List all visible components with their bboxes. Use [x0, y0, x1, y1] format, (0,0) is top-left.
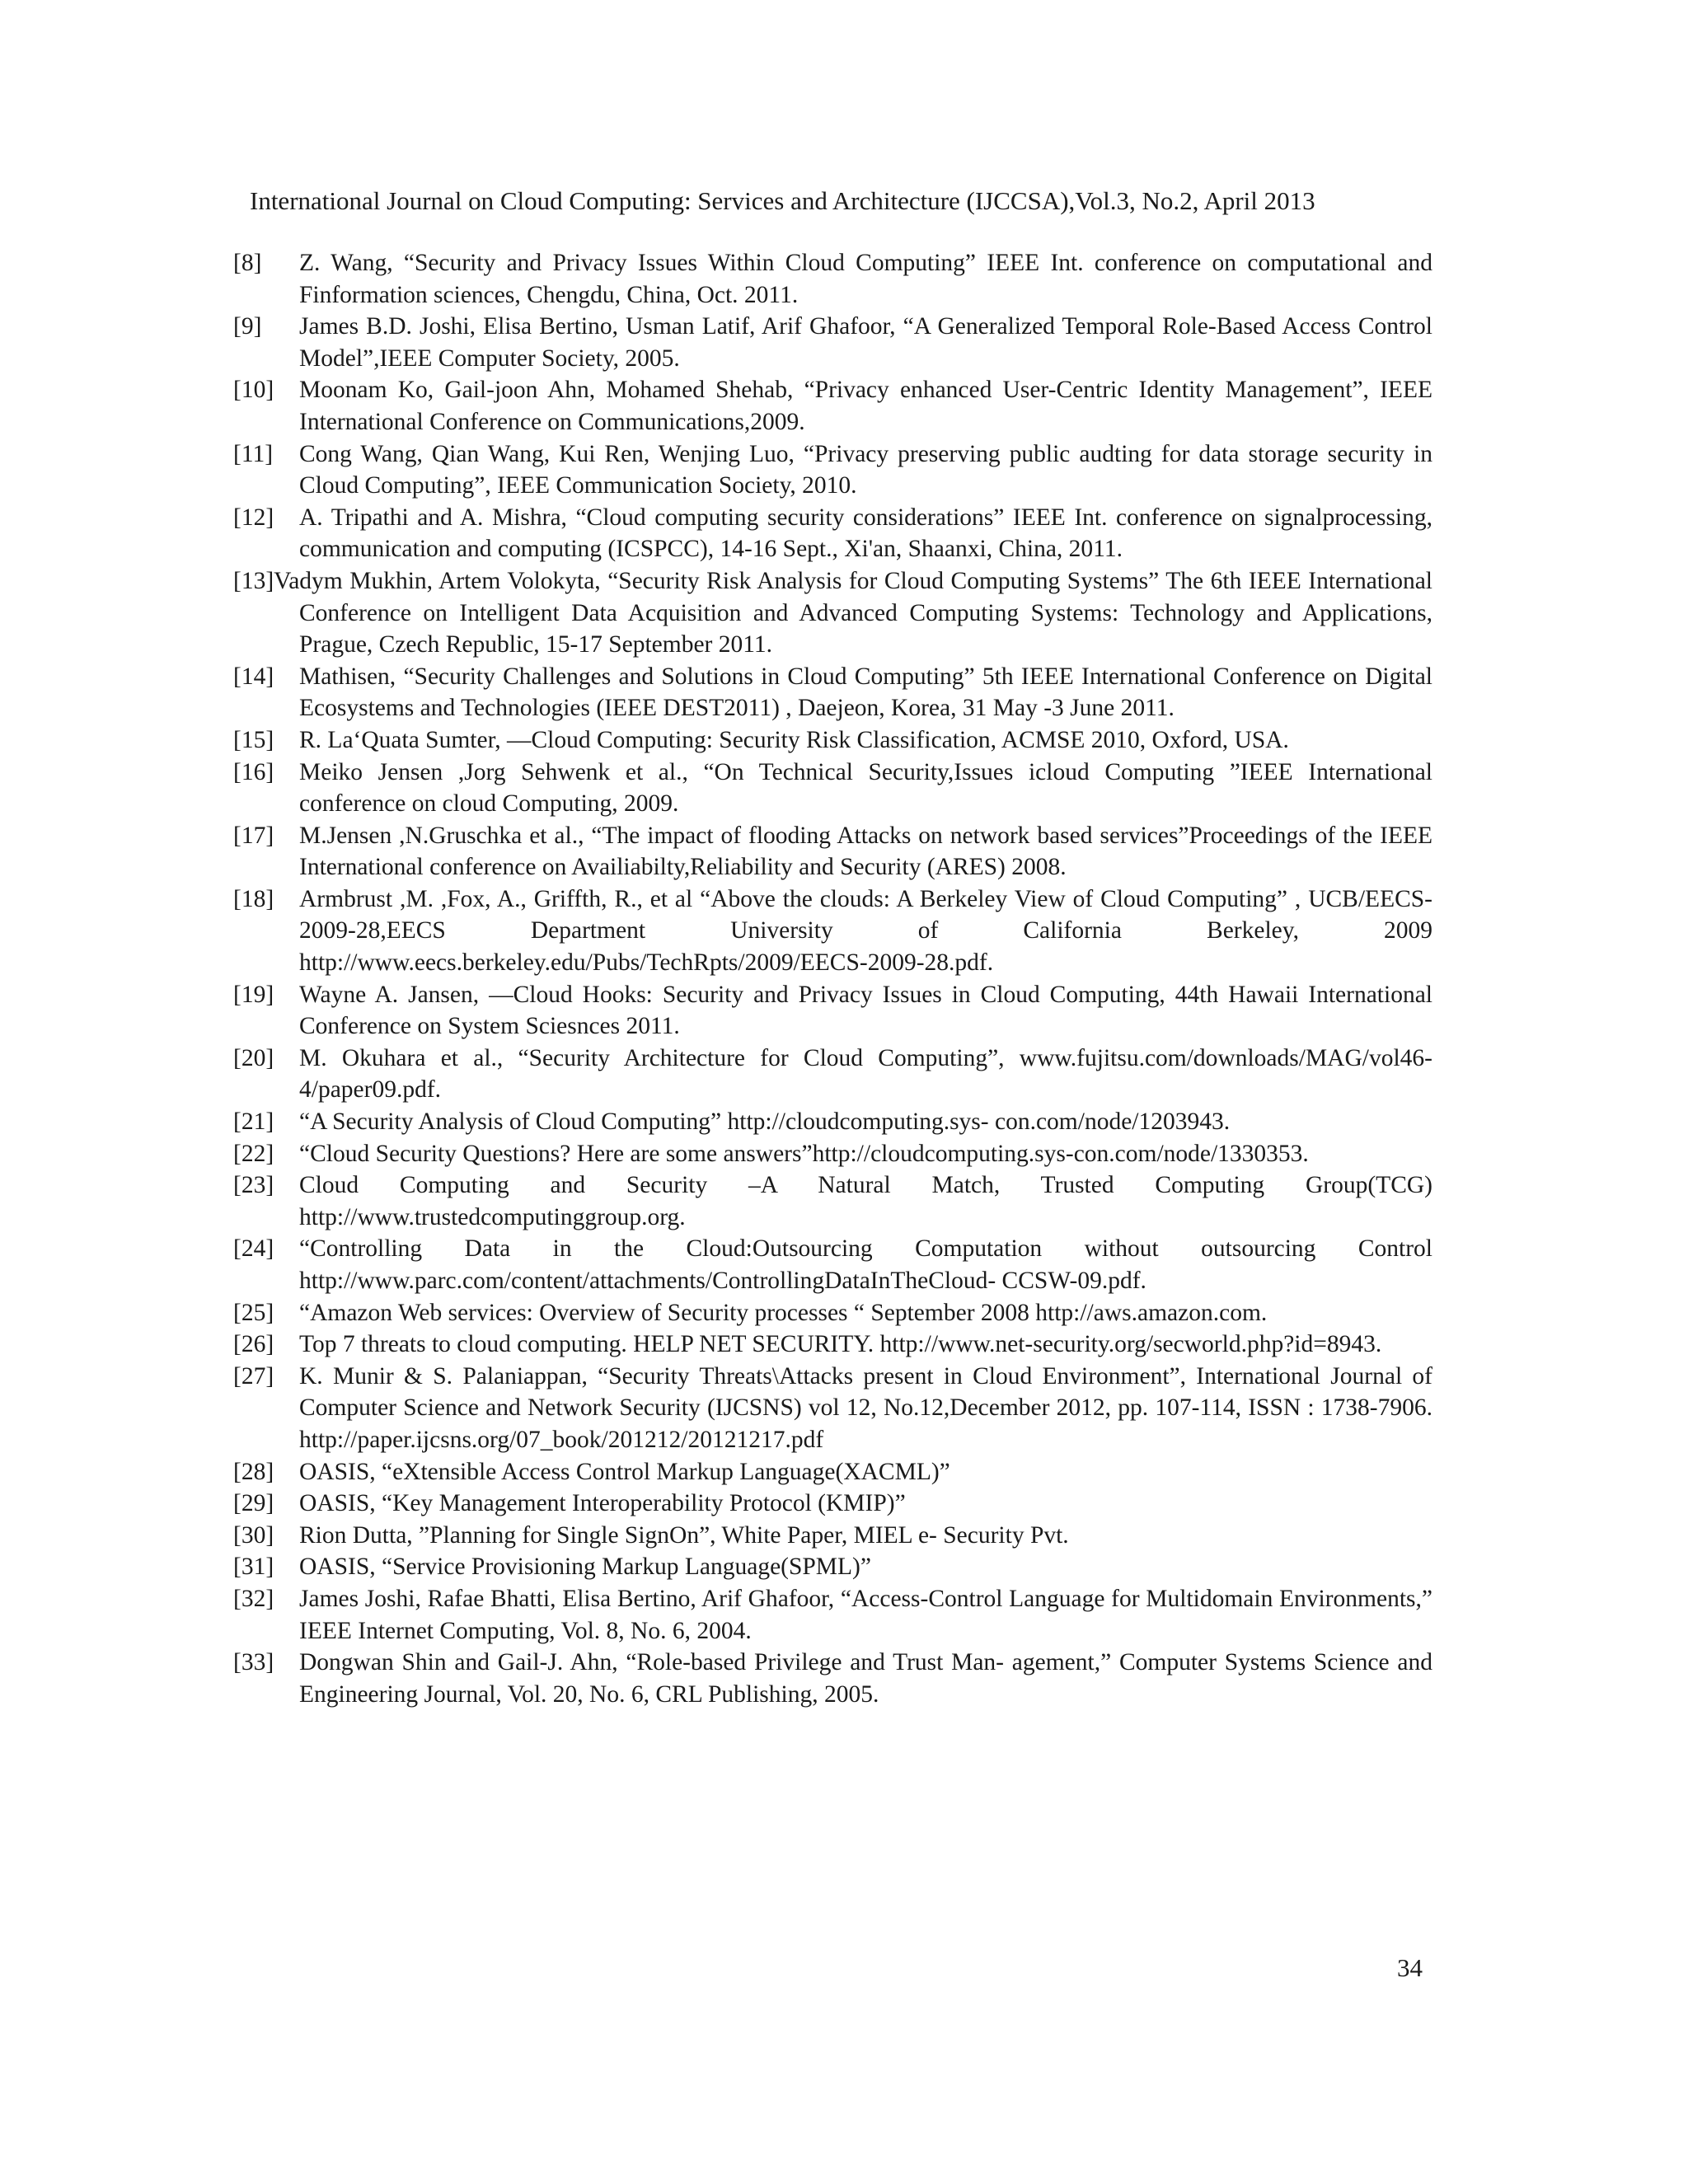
reference-text: Meiko Jensen ,Jorg Sehwenk et al., “On Technical Security,Issues icloud Computing ”IEEE International conference on cloud Computing, 2009.	[299, 758, 1432, 818]
reference-list	[233, 247, 1432, 1710]
reference-item	[233, 1043, 1432, 1106]
reference-number: [10]	[233, 377, 274, 404]
reference-text: Wayne A. Jansen, ―Cloud Hooks: Security and Privacy Issues in Cloud Computing, 44th Hawaii International Conference on System Sciesnces 2011.	[299, 981, 1432, 1040]
reference-number: [32]	[233, 1585, 274, 1612]
reference-number: [8]	[233, 250, 262, 276]
reference-number: [22]	[233, 1140, 274, 1167]
reference-text	[233, 565, 1432, 661]
reference-item	[233, 724, 1432, 757]
reference-item	[233, 1297, 1432, 1329]
reference-item	[233, 979, 1432, 1043]
reference-text: Z. Wang, “Security and Privacy Issues Within Cloud Computing” IEEE Int. conference on computational and Finformation sciences, Chengdu, China, Oct. 2011.	[299, 250, 1432, 308]
reference-number: [33]	[233, 1649, 274, 1676]
reference-number: [18]	[233, 885, 274, 912]
reference-text: M. Okuhara et al., “Security Architecture for Cloud Computing”, www.fujitsu.com/downloads/MAG/vol46-4/paper09.pdf.	[299, 1044, 1432, 1104]
reference-item	[233, 1583, 1432, 1647]
reference-item	[233, 1520, 1432, 1552]
reference-number: [12]	[233, 504, 274, 531]
reference-text: James B.D. Joshi, Elisa Bertino, Usman Latif, Arif Ghafoor, “A Generalized Temporal Role-Based Access Control Model”,IEEE Computer Society, 2005.	[299, 313, 1432, 372]
reference-item	[233, 1647, 1432, 1710]
journal-header: International Journal on Cloud Computing: Services and Architecture (IJCCSA),Vol.3, No.2, April 2013	[250, 186, 1315, 215]
reference-body	[233, 565, 1432, 661]
reference-number: [30]	[233, 1521, 274, 1549]
reference-text: Top 7 threats to cloud computing. HELP NET SECURITY. http://www.net-security.org/secworld.php?id=8943.	[299, 1331, 1382, 1358]
reference-item	[233, 1456, 1432, 1488]
reference-item	[233, 1329, 1432, 1361]
reference-text: James Joshi, Rafae Bhatti, Elisa Bertino, Arif Ghafoor, “Access-Control Language for Multidomain Environments,” IEEE Internet Computing, Vol. 8, No. 6, 2004.	[299, 1585, 1432, 1644]
reference-item	[233, 374, 1432, 438]
reference-item	[233, 661, 1432, 724]
reference-text: A. Tripathi and A. Mishra, “Cloud computing security considerations” IEEE Int. conference on signalprocessing, communication and computing (ICSPCC), 14-16 Sept., Xi'an, Shaanxi, China, 2011.	[299, 504, 1432, 563]
reference-text: OASIS, “Key Management Interoperability Protocol (KMIP)”	[299, 1490, 906, 1517]
reference-number: [13]	[233, 567, 274, 594]
reference-item	[233, 565, 1432, 661]
reference-item	[233, 1169, 1432, 1233]
reference-number: [14]	[233, 663, 274, 690]
reference-number: [15]	[233, 726, 274, 753]
reference-text: M.Jensen ,N.Gruschka et al., “The impact of flooding Attacks on network based services”Proceedings of the IEEE International conference on Availiabilty,Reliability and Security (ARES) 2008.	[299, 822, 1432, 881]
reference-number: [24]	[233, 1235, 274, 1263]
reference-item	[233, 757, 1432, 820]
reference-number: [17]	[233, 822, 274, 849]
reference-text: K. Munir & S. Palaniappan, “Security Threats\Attacks present in Cloud Environment”, International Journal of Computer Science and Network Security (IJCSNS) vol 12, No.12,December 2012, pp. 107-114, ISSN : 1738-7906. http://paper.ijcsns.org/07_book/201212/20121217.pdf	[299, 1362, 1432, 1453]
reference-text: R. La‘Quata Sumter, ―Cloud Computing: Security Risk Classification, ACMSE 2010, Oxford, USA.	[299, 726, 1289, 753]
reference-text: “Cloud Security Questions? Here are some answers”http://cloudcomputing.sys-con.com/node/1330353.	[299, 1140, 1309, 1167]
reference-text: Armbrust ,M. ,Fox, A., Griffth, R., et al “Above the clouds: A Berkeley View of Cloud Computing” , UCB/EECS-2009-28,EECS Department University of California Berkeley, 2009 http://www.eecs.berkeley.edu/Pubs/TechRpts/2009/EECS-2009-28.pdf.	[299, 885, 1432, 977]
reference-item	[233, 883, 1432, 979]
reference-text: Dongwan Shin and Gail-J. Ahn, “Role-based Privilege and Trust Man- agement,” Computer Systems Science and Engineering Journal, Vol. 20, No. 6, CRL Publishing, 2005.	[299, 1649, 1432, 1708]
reference-text: Cloud Computing and Security –A Natural Match, Trusted Computing Group(TCG) http://www.trustedcomputinggroup.org.	[299, 1172, 1432, 1230]
reference-item	[233, 1361, 1432, 1456]
reference-text: Mathisen, “Security Challenges and Solutions in Cloud Computing” 5th IEEE International Conference on Digital Ecosystems and Technologies (IEEE DEST2011) , Daejeon, Korea, 31 May -3 June 2011.	[299, 663, 1432, 722]
reference-item	[233, 1106, 1432, 1138]
reference-text: “A Security Analysis of Cloud Computing” http://cloudcomputing.sys- con.com/node/1203943.	[299, 1108, 1231, 1136]
reference-number: [25]	[233, 1299, 274, 1326]
reference-item	[233, 438, 1432, 502]
reference-item	[233, 311, 1432, 374]
reference-text: “Controlling Data in the Cloud:Outsourcing Computation without outsourcing Control http://www.parc.com/content/attachments/ControllingDataInTheCloud- CCSW-09.pdf.	[299, 1235, 1432, 1294]
reference-item	[233, 247, 1432, 311]
reference-text: Moonam Ko, Gail-joon Ahn, Mohamed Shehab, “Privacy enhanced User-Centric Identity Management”, IEEE International Conference on Communications,2009.	[299, 377, 1432, 435]
reference-text: OASIS, “eXtensible Access Control Markup Language(XACML)”	[299, 1458, 950, 1485]
reference-text: Rion Dutta, ”Planning for Single SignOn”, White Paper, MIEL e- Security Pvt.	[299, 1521, 1069, 1549]
reference-item	[233, 1233, 1432, 1296]
page-number: 34	[1397, 1953, 1423, 1982]
reference-number: [16]	[233, 758, 274, 785]
reference-text: Cong Wang, Qian Wang, Kui Ren, Wenjing Luo, “Privacy preserving public audting for data storage security in Cloud Computing”, IEEE Communication Society, 2010.	[299, 440, 1432, 499]
reference-number: [9]	[233, 313, 262, 340]
reference-number: [28]	[233, 1458, 274, 1485]
reference-item	[233, 1551, 1432, 1583]
reference-number: [26]	[233, 1331, 274, 1358]
reference-number: [29]	[233, 1490, 274, 1517]
reference-number: [21]	[233, 1108, 274, 1136]
reference-text: “Amazon Web services: Overview of Security processes “ September 2008 http://aws.amazon.com.	[299, 1299, 1268, 1326]
reference-number: [27]	[233, 1362, 274, 1390]
reference-number: [20]	[233, 1044, 274, 1071]
reference-text-content: Vadym Mukhin, Artem Volokyta, “Security Risk Analysis for Cloud Computing Systems” The 6th IEEE International Conference on Intelligent Data Acquisition and Advanced Computing Systems: Technology and Applications, Prague, Czech Republic, 15-17 September 2011.	[274, 567, 1432, 658]
reference-item	[233, 820, 1432, 883]
reference-item	[233, 502, 1432, 565]
reference-item	[233, 1488, 1432, 1520]
reference-item	[233, 1138, 1432, 1170]
reference-number: [23]	[233, 1172, 274, 1199]
reference-text: OASIS, “Service Provisioning Markup Language(SPML)”	[299, 1554, 871, 1581]
reference-number: [31]	[233, 1554, 274, 1581]
reference-number: [11]	[233, 440, 274, 467]
reference-number: [19]	[233, 981, 274, 1008]
